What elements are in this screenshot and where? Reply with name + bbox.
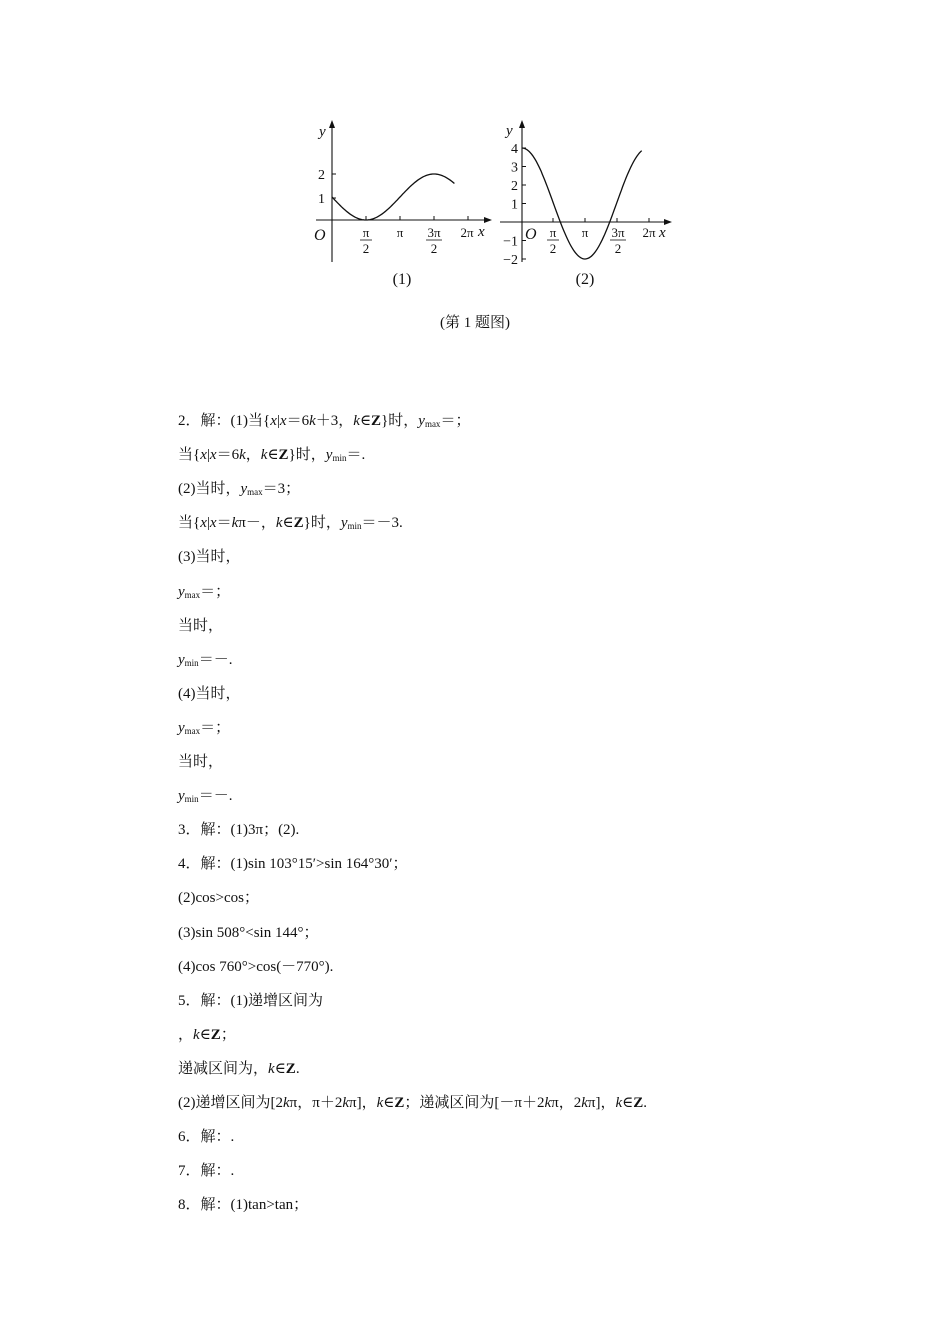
text-segment: ∈ — [199, 1026, 211, 1043]
text-segment: 6．解：. — [178, 1129, 235, 1146]
text-segment: ， — [178, 1026, 194, 1043]
text-segment: ， — [245, 447, 261, 464]
text-segment: 2．解：(1)当{ — [178, 413, 271, 429]
text-segment: x — [200, 447, 207, 464]
text-line — [178, 684, 241, 704]
text-segment: k — [260, 447, 268, 464]
text-segment: max — [247, 487, 263, 498]
graph1-ytick-label-2: 2 — [318, 168, 325, 183]
text-line — [178, 1093, 647, 1113]
text-segment: 5．解：(1)递增区间为 — [178, 992, 323, 1009]
text-segment: x — [209, 447, 217, 464]
text-segment: | — [206, 447, 210, 464]
graph2-xtick-label-4: 2π — [642, 225, 656, 240]
text-segment: y — [325, 447, 333, 464]
text-segment: }时， — [381, 413, 419, 429]
figure-caption: (第 1 题图) — [440, 315, 510, 331]
text-segment: | — [206, 515, 210, 532]
text-line — [178, 957, 333, 977]
text-segment: 4．解：(1)sin 103°15′>sin 164°30′； — [178, 856, 408, 873]
text-segment: k — [268, 1060, 275, 1077]
text-segment: Z — [210, 1026, 221, 1043]
text-segment: ＝； — [440, 413, 471, 429]
text-segment: 7．解：. — [178, 1163, 235, 1180]
text-segment: k — [309, 413, 316, 429]
text-segment: }时， — [303, 515, 341, 532]
text-segment: ＝. — [346, 447, 366, 464]
text-segment: k — [193, 1026, 200, 1043]
text-segment: min — [332, 453, 347, 464]
text-line — [178, 1161, 234, 1181]
text-segment: x — [209, 515, 217, 532]
text-segment: y — [178, 583, 185, 600]
text-line — [178, 718, 230, 741]
text-segment: . — [643, 1095, 647, 1111]
graph-2 — [500, 123, 668, 288]
text-segment: k — [376, 1095, 384, 1111]
text-segment: y — [178, 719, 185, 736]
text-segment: k — [231, 515, 239, 532]
text-segment: ＝6 — [216, 447, 240, 464]
text-line — [178, 616, 223, 636]
text-segment: π]， — [587, 1095, 616, 1111]
text-segment: π－， — [238, 515, 276, 532]
graph1-curve — [332, 174, 454, 220]
text-segment: max — [184, 589, 201, 600]
text-line — [178, 820, 299, 840]
text-segment: k — [615, 1095, 623, 1111]
text-segment: k — [342, 1095, 349, 1111]
text-segment: Z — [394, 1095, 405, 1111]
text-segment: max — [184, 725, 201, 736]
graph2-xtick-label-1-num: π — [549, 225, 557, 240]
text-segment: ＝ — [216, 515, 232, 532]
text-segment: (2)递增区间为[2 — [178, 1095, 283, 1111]
text-segment: ∈ — [383, 1095, 395, 1111]
text-segment: ∈ — [359, 413, 372, 429]
text-segment: Z — [371, 413, 382, 429]
text-segment: ＋3， — [315, 413, 354, 429]
text-segment: Z — [293, 515, 304, 532]
text-line — [178, 479, 300, 502]
text-line — [178, 786, 232, 809]
text-segment: y — [240, 481, 248, 498]
text-segment: min — [184, 794, 199, 805]
text-segment: 当{ — [178, 515, 201, 532]
text-segment: ＝； — [200, 583, 231, 600]
graph1-xtick-label-1-num: π — [362, 225, 370, 240]
text-segment: Z — [285, 1060, 296, 1077]
text-line — [178, 650, 232, 673]
text-segment: (3)当时， — [178, 549, 241, 566]
text-segment: k — [353, 413, 360, 429]
text-segment: 当时， — [178, 754, 224, 770]
figure-svg — [300, 112, 680, 297]
graph2-ytick-label-4: 4 — [511, 142, 518, 157]
text-line — [178, 1127, 234, 1147]
text-segment: }时， — [288, 447, 326, 464]
text-segment: (2)cos>cos； — [178, 890, 259, 907]
text-segment: . — [295, 1060, 300, 1077]
text-segment: (3)sin 508°<sin 144°； — [178, 924, 319, 941]
graph1-xtick-label-1-den: 2 — [362, 241, 370, 256]
text-segment: 递减区间为， — [178, 1060, 269, 1077]
graph2-xtick-label-2: π — [581, 225, 589, 240]
text-line — [178, 513, 403, 536]
text-segment: (4)cos 760°>cos(－770°). — [178, 958, 334, 975]
text-segment: ＝3； — [262, 481, 301, 498]
text-segment: ∈ — [282, 515, 294, 532]
text-line — [178, 411, 470, 434]
text-segment: Z — [278, 447, 289, 464]
graph1-xtick-label-3-num: 3π — [427, 225, 441, 240]
figure — [300, 112, 680, 297]
text-line — [178, 445, 365, 468]
text-segment: max — [424, 419, 441, 429]
text-segment: 8．解：(1)tan>tan； — [178, 1197, 309, 1214]
graph1-y-label: y — [319, 124, 326, 140]
text-segment: min — [347, 521, 362, 532]
graph2-xtick-label-3-num: 3π — [611, 225, 625, 240]
graph2-caption: (2) — [575, 271, 595, 288]
text-line — [178, 923, 318, 943]
text-segment: ＝6 — [286, 413, 310, 429]
graph2-ytick-label-m1: −1 — [503, 234, 518, 250]
text-line — [178, 1195, 308, 1215]
graph-1 — [314, 124, 488, 288]
text-segment: x — [270, 413, 277, 429]
text-line — [178, 752, 223, 772]
graph2-ytick-label-1: 1 — [511, 197, 518, 213]
text-segment: y — [418, 413, 425, 429]
graph2-ytick-label-m2: −2 — [503, 253, 518, 268]
graph1-origin: O — [314, 227, 326, 244]
text-segment: k — [544, 1095, 552, 1111]
graph2-xtick-label-1-den: 2 — [549, 241, 557, 256]
text-segment: k — [581, 1095, 588, 1111]
text-segment: ； — [220, 1026, 236, 1043]
text-segment: π]， — [349, 1095, 377, 1111]
text-segment: y — [178, 788, 185, 805]
text-segment: 3．解：(1)3π；(2). — [178, 822, 300, 839]
text-line — [178, 582, 230, 605]
graph2-curve — [522, 148, 642, 259]
graph1-xtick-label-4: 2π — [460, 225, 474, 240]
text-segment: x — [200, 515, 207, 532]
graph2-xtick-label-3-den: 2 — [614, 241, 622, 256]
text-segment: 当{ — [178, 447, 201, 464]
graph2-origin: O — [525, 226, 537, 243]
text-segment: k — [283, 1095, 290, 1111]
graph1-xtick-label-3-den: 2 — [430, 241, 438, 256]
text-line — [178, 888, 259, 908]
text-segment: min — [184, 657, 199, 668]
text-segment: ＝－3. — [361, 515, 403, 532]
text-line — [178, 991, 323, 1011]
text-segment: π，π＋2 — [289, 1095, 343, 1111]
graph1-x-label: x — [478, 224, 485, 240]
text-segment: ∈ — [267, 447, 279, 464]
text-segment: ∈ — [274, 1060, 286, 1077]
text-line — [178, 1059, 300, 1079]
text-segment: x — [279, 413, 287, 429]
text-line — [178, 547, 241, 567]
graph1-xtick-label-2: π — [396, 225, 404, 240]
text-segment: k — [275, 515, 283, 532]
text-segment: (4)当时， — [178, 685, 241, 702]
graph1-ytick-label-1: 1 — [318, 192, 325, 207]
text-segment: | — [276, 413, 280, 429]
text-segment: ；递减区间为[－π＋2 — [404, 1095, 545, 1111]
text-segment: (2)当时， — [178, 481, 241, 498]
text-segment: y — [340, 515, 348, 532]
graph2-y-label: y — [506, 123, 513, 139]
text-segment: ＝－. — [198, 788, 233, 805]
text-segment: y — [178, 651, 185, 668]
text-line — [178, 1025, 236, 1045]
graph2-ytick-label-3: 3 — [511, 160, 518, 176]
graph2-ytick-label-2: 2 — [511, 179, 518, 194]
text-segment: 当时， — [178, 617, 224, 634]
text-segment: ∈ — [622, 1095, 634, 1111]
text-segment: ＝－. — [198, 651, 233, 668]
text-segment: k — [239, 447, 246, 464]
graph1-caption: (1) — [392, 271, 412, 288]
text-segment: π，2 — [551, 1095, 582, 1111]
text-segment: Z — [633, 1095, 644, 1111]
text-segment: ＝； — [200, 719, 231, 736]
text-line — [178, 854, 408, 874]
graph2-x-label: x — [659, 225, 666, 241]
